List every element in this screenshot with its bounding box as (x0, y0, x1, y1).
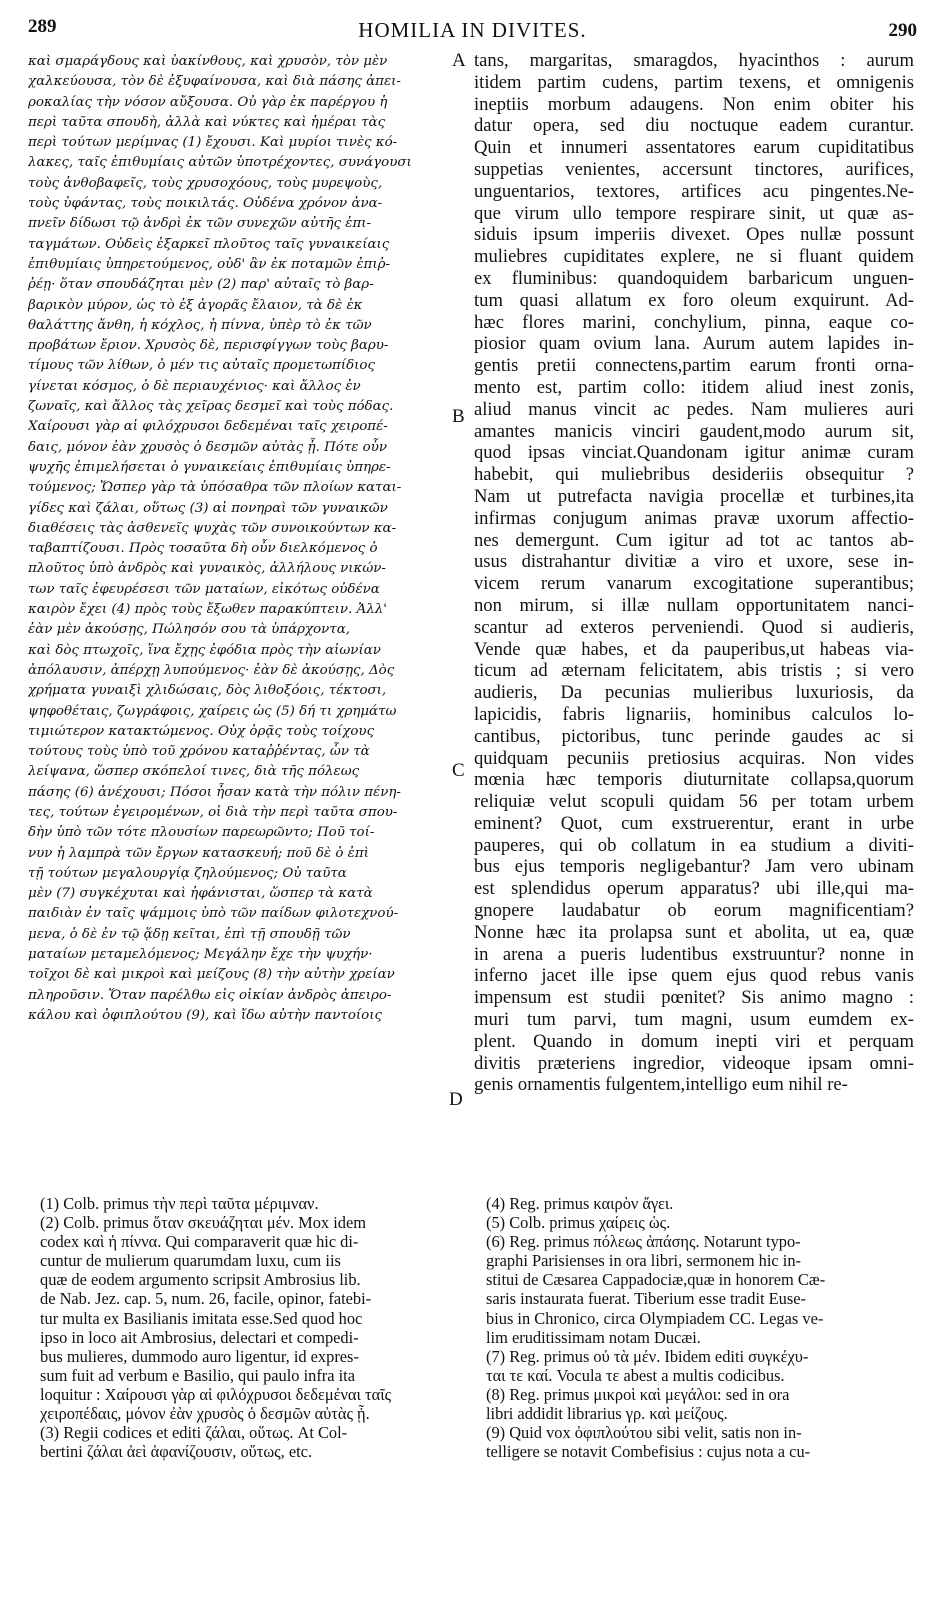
greek-text-line: τίμους τῶν λίθων, ὁ μέν τις αὐταῖς προμετωπίδιος (28, 358, 375, 374)
footnote-line: quæ de eodem argumento scripsit Ambrosius lib. (40, 1270, 361, 1290)
footnote-line: libri addidit librarius γρ. καὶ μείζους. (486, 1404, 728, 1424)
latin-text-line: gentis pretii connectens,partim earum fronti orna- (474, 355, 914, 377)
footnotes-right (474, 1194, 914, 1461)
running-header (28, 12, 917, 42)
latin-text-line: genis ornamentis fulgentem,intelligo eum nihil re- (474, 1074, 848, 1096)
latin-text-line: reliquiæ velut scopuli quidam 56 per totam urbem (474, 791, 914, 813)
greek-text-line: γίνεται κόσμος, ὁ δὲ περιαυχένιος· καὶ ἄλλος ἐν (28, 378, 361, 394)
greek-text-line: μενα, ὁ δὲ ἐν τῷ ᾅδῃ κεῖται, ἐπὶ τῇ σπουδῇ τῶν (28, 926, 351, 942)
latin-column (474, 50, 914, 1096)
footnote-line: (2) Colb. primus ὅταν σκευάζηται μέν. Mox idem (40, 1213, 366, 1233)
greek-text-line: Χαίρουσι γὰρ αἱ φιλόχρυσοι δεδεμέναι ταῖς χειροπέ- (28, 419, 388, 435)
latin-text-line: in arena a pueris ludentibus exstruuntur? nonne in (474, 943, 914, 965)
margin-letter-c: C (452, 760, 465, 781)
latin-text-line: suppetias venientes, accersunt tinctores, aurifices, (474, 158, 914, 180)
latin-text-line: Nam ut putrefacta navigia procellæ et turbines,ita (474, 485, 914, 507)
page-number-right: 290 (888, 20, 917, 41)
latin-text-line: tum quasi allatum ex foro oleum exquirunt. Ad- (474, 289, 914, 311)
footnote-line: (4) Reg. primus καιρὸν ἄγει. (486, 1194, 674, 1213)
greek-text-line: δὴν ὑπὸ τῶν τότε πλουσίων παρεωρῶντο; Ποῦ τοί- (28, 825, 375, 841)
latin-text-line: infirmas conjugum animas pravæ uxorum affectio- (474, 507, 914, 529)
latin-text-line: pauperes, qui ob collatum in ea studium a diviti- (474, 834, 914, 856)
latin-text-line: divitis præteriens ingredior, videoque ipsam omni- (474, 1052, 914, 1074)
latin-text-line: datur opera, sed diu noctuque eadem curantur. (474, 115, 914, 137)
latin-text-line: vicem rerum vanarum excogitatione superantibus; (474, 573, 914, 595)
footnote-line: (8) Reg. primus μικροὶ καὶ μεγάλοι: sed in ora (486, 1384, 790, 1404)
greek-text-line: περὶ ταῦτα σπουδὴ, ἀλλὰ καὶ νύκτες καὶ ἡμέραι τὰς (28, 114, 386, 130)
greek-column (28, 52, 455, 1026)
greek-text-line: νυν ἡ λαμπρὰ τῶν ἔργων κατασκευή; ποῦ δὲ ὁ ἐπὶ (28, 845, 369, 861)
latin-text-line: mento est, partim collo: itidem aliud inest zonis, (474, 376, 914, 398)
greek-text-line: τοὺς ὑφάντας, τοὺς ποικιλτάς. Οὐδένα χρόνον ἀνα- (28, 196, 383, 212)
footnote-line: stitui de Cæsarea Cappadociæ,quæ in honorem Cæ- (486, 1270, 826, 1290)
latin-text-line: non mirum, si illæ nullam opportunitatem nanci- (474, 594, 914, 616)
greek-text-line: περὶ τούτων μερίμνας (1) ἔχουσι. Καὶ μυρίοι τινὲς κό- (28, 135, 398, 151)
latin-text-line: mœnia hæc temporis diuturnitate collapsa,quorum (474, 769, 914, 791)
greek-text-line: ροκαλίας τὴν νόσον αὔξουσα. Οὐ γὰρ ἐκ παρέργου ἡ (28, 94, 388, 110)
latin-text-line: hæc flores marini, conchylium, pinna, eaque co- (474, 311, 914, 333)
margin-letter-b: B (452, 406, 465, 427)
margin-letter-a: A (452, 50, 466, 71)
footnote-line: (5) Colb. primus χαίρεις ὡς. (486, 1213, 671, 1233)
latin-text-line: scantur ad exteros perveniendi. Quod si audieris, (474, 616, 914, 638)
greek-text-line: καιρὸν ἔχει (4) πρὸς τοὺς ἔξωθεν παρακύπτειν. Ἀλλ' (28, 602, 387, 618)
greek-text-line: καὶ σμαράγδους καὶ ὑακίνθους, καὶ χρυσὸν, τὸν μὲν (28, 54, 388, 69)
greek-text-line: πλοῦτος ὑπὸ ἀνδρὸς καὶ γυναικὸς, ἀλλήλους νικών- (28, 561, 386, 577)
latin-text-line: gnopere laudabatur ob eorum magnificentiam? (474, 900, 914, 922)
latin-text-line: muri tum parvi, tum magni, usum eumdem ex- (474, 1009, 914, 1031)
greek-text-line: χαλκεύουσα, τὸν δὲ ἐξυφαίνουσα, καὶ διὰ πάσης ἀπει- (28, 74, 401, 90)
latin-text-line: piosior quam ovium lana. Aurum autem lapides in- (474, 333, 914, 355)
footnote-line: graphi Parisienses in ora libri, sermonem hic in- (486, 1251, 801, 1271)
greek-text-line: παιδιὰν ἐν ταῖς ψάμμοις ὑπὸ τῶν παίδων φιλοτεχνού- (28, 906, 399, 922)
greek-text-line: λακες, ταῖς ἐπιθυμίαις αὐτῶν ὑποτρέχοντες, συνάγουσι (28, 155, 412, 171)
greek-text-line: πνεῖν δίδωσι τῷ ἀνδρὶ ἐκ τῶν συνεχῶν αὐτῆς ἐπι- (28, 216, 372, 232)
running-title: HOMILIA IN DIVITES. (358, 18, 587, 42)
footnote-line: sum fuit ad verbum e Basilio, qui paulo infra ita (40, 1365, 355, 1385)
footnote-line: (7) Reg. primus οὐ τὰ μέν. Ibidem editi συγκέχυ- (486, 1346, 809, 1366)
footnotes-left (28, 1194, 455, 1461)
latin-text-line: ticum ad æternam felicitatem, abis tristis ; si vero (474, 660, 914, 682)
greek-text-line: τούτους τοὺς ὑπὸ τοῦ χρόνου καταῤῥέντας, ὧν τὰ (28, 744, 370, 760)
margin-letter-d: D (449, 1089, 463, 1110)
greek-text-line: ἐὰν μὲν ἀκούσῃς, Πώλησόν σου τὰ ὑπάρχοντα, (28, 622, 351, 638)
latin-text-line: muliebres cupiditates explere, ne si fluant quidem (474, 246, 914, 268)
latin-text-line: habebit, qui muliebribus desideriis obsequitur ? (474, 464, 914, 486)
footnote-line: tur multa ex Basilianis imitata esse.Sed quod hoc (40, 1308, 363, 1328)
latin-text-line: est splendidus operum apparatus? ubi ille,qui ma- (474, 878, 914, 900)
latin-text-line: impensum est studii pœnitet? Sis animo magno : (474, 987, 914, 1009)
footnote-line: (6) Reg. primus πόλεως ἁπάσης. Notarunt typo- (486, 1232, 801, 1252)
greek-text-line: ἀπόλαυσιν, ἀπέρχῃ λυπούμενος· ἐὰν δὲ ἀκούσῃς, Δὸς (28, 662, 395, 678)
footnote-line: ipso in loco ait Ambrosius, delectari et compedi- (40, 1327, 359, 1347)
greek-text-line: ταγμάτων. Οὐδεὶς ἐξαρκεῖ πλοῦτος ταῖς γυναικείαις (28, 236, 390, 252)
latin-text-line: bus ejus temporis negligebantur? Jam vero ubinam (474, 856, 914, 878)
latin-text-line: ex fluminibus: quandoquidem barbaricum unguen- (474, 267, 914, 289)
footnote-line: bus mulieres, dummodo auro ligentur, id expres- (40, 1346, 359, 1366)
footnote-line: (3) Regii codices et editi ζάλαι, οὕτως. At Col- (40, 1423, 348, 1443)
latin-text-line: amantes manicis vinciri gaudent,modo aurum sit, (474, 420, 914, 442)
greek-text-line: τοὺς ἀνθοβαφεῖς, τοὺς χρυσοχόους, τοὺς μυρεψοὺς, (28, 175, 383, 191)
greek-text-line: ζωναῖς, καὶ ἄλλος τὰς χεῖρας δεσμεῖ καὶ τοὺς πόδας. (28, 399, 394, 415)
greek-text-line: τούμενος; Ὥσπερ γὰρ τὰ ὑπόσαθρα τῶν πλοίων καται- (28, 480, 402, 496)
greek-text-line: ταβαπτίζουσι. Πρὸς τοσαῦτα δὴ οὖν διελκόμενος ὁ (28, 541, 378, 557)
latin-text-line: unguentarios, textores, artifices acu pingentes.Ne- (474, 180, 914, 202)
latin-text-line: quod ipsas vinciat.Quandonam igitur animæ curam (474, 442, 914, 464)
footnote-line: χειροπέδαις, μόνον ἐὰν χρυσὸς ὁ δεσμῶν αὐτὰς ᾖ. (40, 1404, 370, 1424)
latin-text-line: lapicidis, fabris lignariis, hominibus calculos lo- (474, 703, 914, 725)
greek-text-line: τιμιώτερον κατακτώμενος. Οὐχ ὁρᾷς τοὺς τοίχους (28, 723, 375, 739)
greek-text-line: βαρικὸν μύρον, ὡς τὸ ἐξ ἀγορᾶς ἔλαιον, τὰ δὲ ἐκ (28, 297, 363, 313)
greek-text-line: θαλάττης ἄνθη, ἡ κόχλος, ἡ πίννα, ὑπὲρ τὸ ἐκ τῶν (28, 317, 372, 333)
greek-text-line: των ταῖς ἐφευρέσεσι τῶν ματαίων, εἰκότως οὐδένα (28, 581, 380, 597)
greek-text-line: μὲν (7) συγκέχυται καὶ ἠφάνισται, ὥσπερ τὰ κατὰ (28, 886, 373, 902)
latin-text-line: inferno jacet ille ipse quem ejus quod rebus vanis (474, 965, 914, 987)
latin-text-line: Quin et innumeri assentatores earum cupiditatibus (474, 137, 914, 159)
latin-text-line: tans, margaritas, smaragdos, hyacinthos : aurum (474, 50, 914, 71)
footnote-line: (1) Colb. primus τὴν περὶ ταῦτα μέριμναν. (40, 1194, 319, 1213)
latin-text-line: eminent? Quot, cum exstruerentur, erant in urbe (474, 812, 914, 834)
footnote-line: (9) Quid vox ὀφιπλούτου sibi velit, satis non in- (486, 1423, 802, 1443)
latin-text-line: itidem partim cudens, partim texens, et omnigenis (474, 71, 914, 93)
greek-text-line: χρήματα γυναιξὶ χλιδώσαις, δὸς λιθοξόοις, τέκτοσι, (28, 683, 387, 699)
footnote-line: loquitur : Χαίρουσι γὰρ αἱ φιλόχρυσοι δεδεμέναι ταῖς (40, 1384, 392, 1404)
footnote-line: bertini ζάλαι ἀεὶ ἀφανίζουσιν, οὕτως, etc. (40, 1442, 313, 1462)
greek-text-line: ψηφοθέταις, ζωγράφοις, χαίρεις ὡς (5) δή τι χρημάτω (28, 703, 397, 719)
latin-text-line: ineptiis morbum adaugens. Non enim obiter his (474, 93, 914, 115)
greek-text-line: τοῖχοι δὲ καὶ μικροὶ καὶ μείζους (8) τὴν αὐτὴν χρείαν (28, 967, 395, 983)
page-number-left: 289 (28, 16, 57, 37)
footnote-line: ται τε καί. Vocula τε abest a multis codicibus. (486, 1365, 785, 1385)
greek-text-line: ψυχῆς ἐπιμελήσεται ὁ γυναικείαις ἐπιθυμίαις ὑπηρε- (28, 459, 391, 475)
footnote-line: bius in Chronico, circa Olympiadem CC. Legas ve- (486, 1308, 824, 1328)
greek-text-line: γίδες καὶ ζάλαι, οὕτως (3) αἱ πονηραὶ τῶν γυναικῶν (28, 500, 388, 516)
latin-text-line: nes demergunt. Cum igitur ad tot ac tantos ab- (474, 529, 914, 551)
latin-text-line: usus distrahantur divitiæ a viro et uxore, sese in- (474, 551, 914, 573)
greek-text-line: ἐπιθυμίαις ὑπηρετούμενος, οὐδ' ἂν ἐκ ποταμῶν ἐπιῤ- (28, 256, 391, 272)
greek-text-line: τες, τούτων ἐγειρομένων, οἱ διὰ τὴν περὶ ταῦτα σπου- (28, 804, 398, 820)
latin-text-line: aliud manus vincit ac pedes. Nam mulieres auri (474, 398, 914, 420)
latin-text-line: cantibus, pictoribus, tunc perinde gaudes ac si (474, 725, 914, 747)
latin-text-line: plent. Quando in domum inepti viri et perquam (474, 1030, 914, 1052)
footnote-line: codex καὶ ἡ πίννα. Qui comparaverit quæ hic di- (40, 1232, 359, 1252)
latin-text-line: que virum ullo tempore respirare sinit, ut quæ as- (474, 202, 914, 224)
greek-text-line: καὶ δὸς πτωχοῖς, ἵνα ἔχῃς ἐφόδια πρὸς τὴν αἰωνίαν (28, 642, 381, 658)
footnote-line: telligere se notavit Combefisius : cujus nota a cu- (486, 1442, 811, 1462)
greek-text-line: τῇ τούτων μεγαλουργίᾳ ζηλούμενος; Οὐ ταῦτα (28, 865, 347, 881)
latin-text-line: quidquam pecuniis pretiosius acquiras. Non vides (474, 747, 914, 769)
footnote-line: saris instaurata fuerat. Tiberium esse tradit Euse- (486, 1289, 806, 1309)
latin-text-line: siduis ipsum imperiis divexet. Opes nullæ possunt (474, 224, 914, 246)
latin-text-line: Vende quæ habes, et da pauperibus,ut habeas via- (474, 638, 914, 660)
greek-text-line: πληροῦσιν. Ὅταν παρέλθω εἰς οἰκίαν ἀνδρὸς ἀπειρο- (28, 987, 392, 1003)
latin-text-line: Nonne hæc ita prolapsa sunt et abolita, ut ea, quæ (474, 921, 914, 943)
greek-text-line: προβάτων ἔριον. Χρυσὸς δὲ, περισφίγγων τοὺς βαρυ- (28, 338, 389, 354)
greek-text-line: δαις, μόνον ἐὰν χρυσὸς ὁ δεσμῶν αὐτὰς ᾖ. Πότε οὖν (28, 439, 388, 455)
greek-text-line: ματαίων μεταμελόμενος; Μεγάλην ἔχε τὴν ψυχήν· (28, 947, 373, 963)
greek-text-line: κάλου καὶ ὀφιπλούτου (9), καὶ ἴδω αὐτὴν παντοίοις (28, 1007, 382, 1023)
greek-text-line: ῥέῃ· ὅταν σπουδάζηται μὲν (2) παρ' αὐταῖς τὸ βαρ- (28, 277, 374, 293)
footnote-line: lim eruditissimam notam Ducæi. (486, 1327, 701, 1347)
greek-text-line: πάσης (6) ἀνέχουσι; Πόσοι ἦσαν κατὰ τὴν πόλιν πένη- (28, 784, 401, 800)
greek-text-line: λείψανα, ὥσπερ σκόπελοί τινες, διὰ τῆς πόλεως (28, 764, 360, 780)
footnote-line: de Nab. Jez. cap. 5, num. 26, facile, opinor, fatebi- (40, 1289, 372, 1309)
latin-text-line: audieris, Da pecunias mulieribus luxuriosis, da (474, 682, 914, 704)
greek-text-line: διαθέσεις τὰς ἀσθενεῖς ψυχὰς τῶν συνοικούντων κα- (28, 520, 397, 536)
footnote-line: cuntur de mulierum quarumdam luxu, cum iis (40, 1251, 341, 1271)
